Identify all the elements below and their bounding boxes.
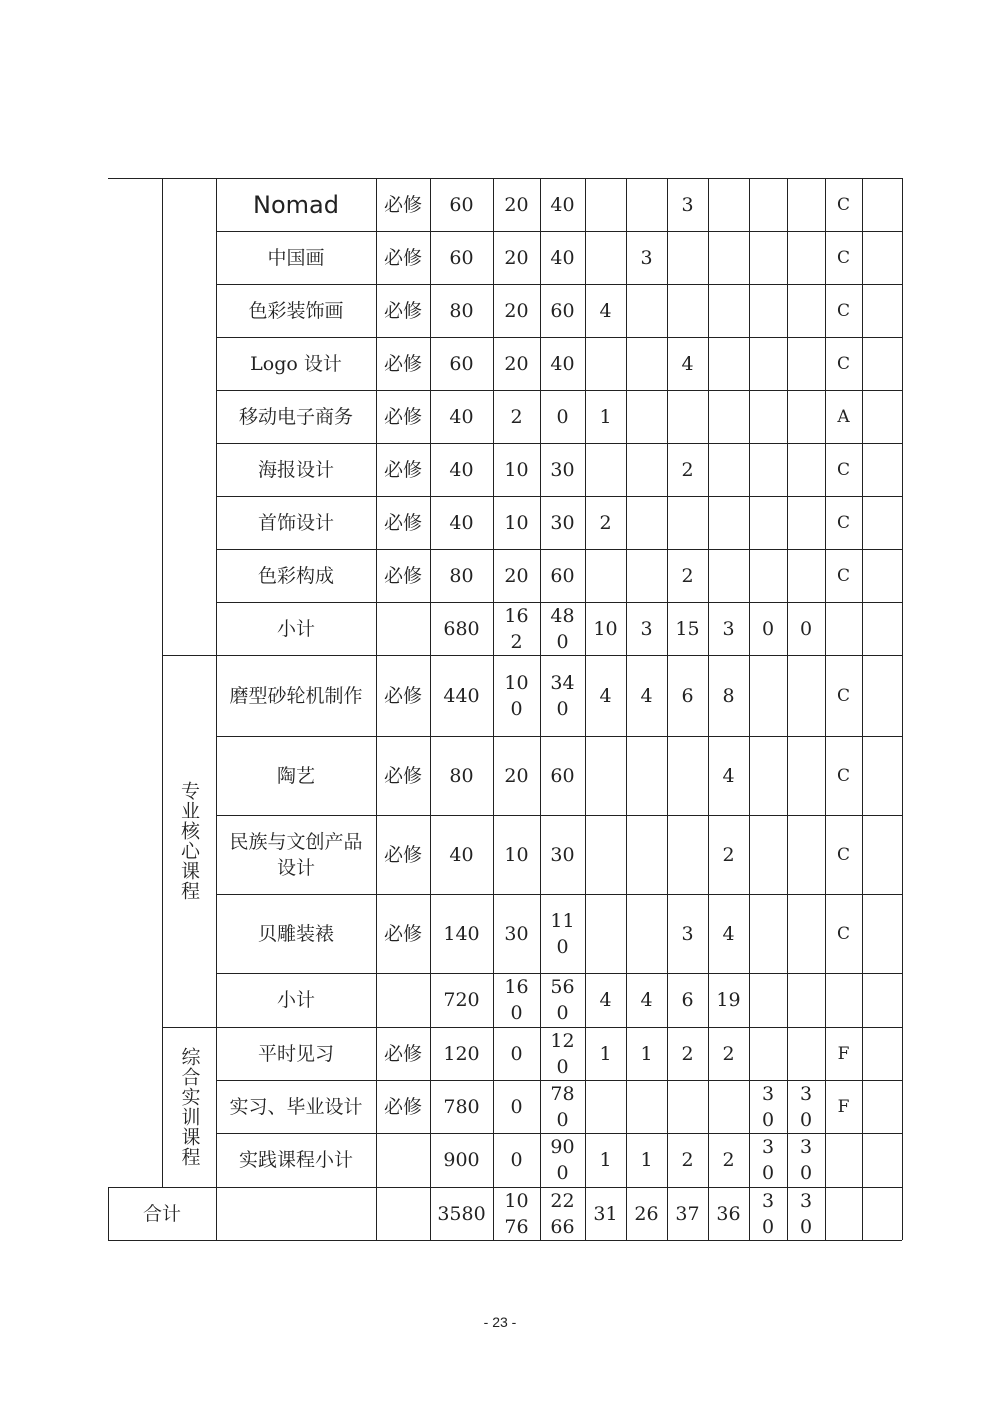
cell-practice-hours: 340 (550, 671, 575, 720)
cell-sem3: 2 (681, 1042, 694, 1065)
cell-course-name: 陶艺 (276, 764, 315, 787)
cell-sem3: 4 (681, 352, 694, 375)
cell-sem5: 30 (761, 1082, 775, 1131)
cell-sem1 (585, 443, 626, 496)
cell-total-hours: 720 (443, 989, 480, 1011)
cell-sem3 (667, 815, 708, 894)
cell-course-type (376, 973, 430, 1027)
cell-practice-hours: 40 (550, 352, 575, 375)
cell-theory-hours: 10 (504, 843, 529, 866)
cell-sem4: 8 (722, 684, 735, 707)
cell-total-hours: 680 (443, 617, 480, 640)
cell-assessment: C (836, 844, 850, 865)
cell-sem2 (626, 1080, 667, 1133)
cell-practice-hours: 0 (556, 405, 569, 428)
cell-total-hours: 80 (449, 764, 474, 787)
cell-sem4 (708, 1080, 749, 1133)
cell-sem3 (667, 496, 708, 549)
cell-practice-hours: 780 (550, 1082, 575, 1131)
cell-sem4: 2 (722, 1042, 735, 1065)
cell-sem4 (708, 178, 749, 231)
cell-sem6 (787, 337, 825, 390)
cell-remark (862, 496, 902, 549)
cell-remark (862, 178, 902, 231)
cell-sem6 (787, 973, 825, 1027)
cell-course-name: 色彩装饰画 (248, 299, 344, 322)
cell-sem1 (585, 894, 626, 973)
cell-practice-hours: 60 (550, 299, 575, 322)
cell-sem1: 1 (599, 1042, 612, 1065)
cell-sem2: 3 (640, 246, 653, 269)
cell-sem1 (585, 337, 626, 390)
cell-sem5: 0 (761, 617, 775, 640)
cell-total-hours: 780 (443, 1095, 480, 1118)
cell-total-hours: 120 (443, 1042, 480, 1065)
cell-sem5 (749, 231, 787, 284)
cell-assessment: C (836, 459, 850, 480)
cell-course-type: 必修 (384, 246, 423, 269)
cell-practice-hours: 120 (550, 1029, 575, 1078)
cell-theory-hours: 0 (510, 1095, 523, 1118)
cell-sem3: 2 (681, 1149, 694, 1171)
cell-theory-hours: 0 (510, 1042, 523, 1065)
cell-course-name: 首饰设计 (257, 511, 334, 534)
cell-sem1: 10 (593, 617, 618, 640)
cell-remark (862, 549, 902, 602)
cell-sem4 (708, 390, 749, 443)
cell-practice-hours: 60 (550, 564, 575, 587)
col-divider (902, 178, 903, 1240)
cell-theory-hours: 162 (504, 604, 529, 653)
cell-course-type: 必修 (384, 511, 423, 534)
cell-theory-hours: 20 (504, 352, 529, 375)
total-s4: 36 (716, 1202, 741, 1225)
cell-practice-hours: 560 (550, 976, 575, 1024)
cell-remark (862, 736, 902, 815)
cell-course-type: 必修 (384, 299, 423, 322)
cell-course-type (376, 1133, 430, 1187)
cell-sem1 (585, 1080, 626, 1133)
cell-theory-hours: 20 (504, 564, 529, 587)
cell-sem1 (585, 231, 626, 284)
cell-sem6: 30 (799, 1136, 813, 1184)
cell-assessment: F (837, 1043, 850, 1064)
cell-assessment (825, 973, 862, 1027)
cell-sem5 (749, 549, 787, 602)
cell-assessment: C (836, 353, 850, 374)
cell-sem3 (667, 736, 708, 815)
cell-course-name: 小计 (276, 989, 315, 1011)
cell-course-type: 必修 (384, 1095, 423, 1118)
cell-sem6 (787, 815, 825, 894)
cell-sem1 (585, 549, 626, 602)
cell-course-name: 色彩构成 (257, 564, 334, 587)
cell-sem5: 30 (761, 1136, 775, 1184)
cell-theory-hours: 10 (504, 511, 529, 534)
total-total: 3580 (437, 1202, 486, 1225)
cell-sem1 (585, 736, 626, 815)
total-s1: 31 (593, 1202, 618, 1225)
cell-practice-hours: 30 (550, 843, 575, 866)
cell-remark (862, 1027, 902, 1080)
cell-sem6: 0 (799, 617, 813, 640)
cell-sem6 (787, 443, 825, 496)
cell-sem1: 4 (599, 989, 612, 1011)
cell-course-type: 必修 (384, 922, 423, 945)
cell-sem1 (585, 178, 626, 231)
cell-remark (862, 443, 902, 496)
cell-sem4: 4 (722, 764, 735, 787)
cell-assessment: C (836, 923, 850, 944)
cell-course-name: Logo 设计 (250, 352, 342, 375)
cell-sem2: 3 (640, 617, 653, 640)
cell-sem2 (626, 815, 667, 894)
cell-sem3: 2 (681, 458, 694, 481)
cell-sem4 (708, 284, 749, 337)
cell-total-hours: 440 (443, 684, 480, 707)
cell-sem5 (749, 337, 787, 390)
cell-sem2: 4 (640, 684, 653, 707)
cell-sem5 (749, 655, 787, 736)
cell-remark (862, 231, 902, 284)
cell-course-type (376, 602, 430, 655)
cell-sem5 (749, 815, 787, 894)
cell-sem5 (749, 1027, 787, 1080)
cell-practice-hours: 30 (550, 511, 575, 534)
total-empty-type (376, 1187, 430, 1240)
total-s5: 30 (761, 1189, 775, 1238)
section-label-core: 专业核心课程 (178, 781, 200, 901)
cell-theory-hours: 10 (504, 458, 529, 481)
cell-total-hours: 60 (449, 352, 474, 375)
cell-theory-hours: 20 (504, 299, 529, 322)
cell-theory-hours: 100 (504, 671, 529, 720)
cell-course-type: 必修 (384, 764, 423, 787)
cell-sem4: 2 (722, 1149, 735, 1171)
cell-sem6 (787, 178, 825, 231)
cell-total-hours: 80 (449, 564, 474, 587)
cell-sem1 (585, 815, 626, 894)
cell-assessment: C (836, 512, 850, 533)
cell-remark (862, 284, 902, 337)
cell-theory-hours: 20 (504, 764, 529, 787)
cell-total-hours: 80 (449, 299, 474, 322)
cell-total-hours: 40 (449, 405, 474, 428)
cell-sem4: 19 (716, 989, 741, 1011)
cell-sem3 (667, 1080, 708, 1133)
cell-course-name: 移动电子商务 (238, 405, 353, 428)
cell-practice-hours: 30 (550, 458, 575, 481)
cell-course-name: 中国画 (267, 246, 325, 269)
cell-sem2 (626, 894, 667, 973)
cell-sem1: 1 (599, 405, 612, 428)
cell-assessment: C (836, 765, 850, 786)
table-bottom-border (108, 1240, 902, 1241)
cell-theory-hours: 30 (504, 922, 529, 945)
cell-sem5 (749, 736, 787, 815)
cell-sem2 (626, 443, 667, 496)
total-s6: 30 (799, 1189, 813, 1238)
cell-sem4: 4 (722, 922, 735, 945)
cell-sem6 (787, 736, 825, 815)
cell-course-name: 实习、毕业设计 (229, 1095, 363, 1118)
cell-sem3: 6 (681, 989, 694, 1011)
cell-sem6 (787, 496, 825, 549)
cell-sem6 (787, 549, 825, 602)
cell-assessment (825, 602, 862, 655)
cell-total-hours: 40 (449, 511, 474, 534)
cell-sem6 (787, 390, 825, 443)
cell-sem2: 1 (640, 1042, 653, 1065)
cell-sem5 (749, 973, 787, 1027)
cell-practice-hours: 40 (550, 246, 575, 269)
cell-remark (862, 973, 902, 1027)
cell-theory-hours: 2 (510, 405, 523, 428)
cell-sem4 (708, 496, 749, 549)
cell-theory-hours: 0 (510, 1149, 523, 1171)
cell-sem6: 30 (799, 1082, 813, 1131)
cell-sem3: 3 (681, 922, 694, 945)
cell-assessment: C (836, 565, 850, 586)
cell-course-name: 海报设计 (257, 458, 334, 481)
cell-remark (862, 894, 902, 973)
cell-sem5 (749, 284, 787, 337)
cell-remark (862, 602, 902, 655)
cell-course-type: 必修 (384, 458, 423, 481)
cell-course-name: 平时见习 (257, 1042, 334, 1065)
cell-sem6 (787, 284, 825, 337)
cell-sem2 (626, 549, 667, 602)
cell-assessment: A (837, 406, 850, 427)
cell-total-hours: 40 (449, 458, 474, 481)
cell-sem6 (787, 655, 825, 736)
cell-remark (862, 655, 902, 736)
cell-sem5 (749, 443, 787, 496)
cell-sem3: 6 (681, 684, 694, 707)
cell-sem2 (626, 736, 667, 815)
cell-course-name: 实践课程小计 (238, 1149, 353, 1171)
cell-theory-hours: 20 (504, 193, 529, 216)
cell-sem4 (708, 549, 749, 602)
cell-sem4 (708, 443, 749, 496)
cell-sem3 (667, 231, 708, 284)
cell-sem2 (626, 178, 667, 231)
cell-practice-hours: 480 (550, 604, 575, 653)
cell-course-type: 必修 (384, 564, 423, 587)
cell-sem3: 2 (681, 564, 694, 587)
cell-course-type: 必修 (384, 1042, 423, 1065)
cell-assessment: C (836, 247, 850, 268)
total-practice: 2266 (550, 1189, 575, 1238)
cell-sem6 (787, 894, 825, 973)
total-empty-assess (825, 1187, 862, 1240)
total-label: 合计 (142, 1202, 181, 1225)
cell-assessment: F (837, 1096, 850, 1117)
cell-remark (862, 1133, 902, 1187)
cell-total-hours: 60 (449, 246, 474, 269)
cell-remark (862, 1080, 902, 1133)
cell-practice-hours: 110 (550, 909, 575, 958)
cell-sem4: 3 (722, 617, 735, 640)
cell-sem2: 4 (640, 989, 653, 1011)
cell-sem3: 3 (681, 193, 694, 216)
cell-total-hours: 40 (449, 843, 474, 866)
cell-sem5 (749, 390, 787, 443)
cell-sem4: 2 (722, 843, 735, 866)
cell-remark (862, 337, 902, 390)
cell-course-name: 贝雕装裱 (257, 922, 334, 945)
cell-course-type: 必修 (384, 352, 423, 375)
cell-sem6 (787, 1027, 825, 1080)
section-label-practice: 综合实训课程 (178, 1047, 201, 1167)
cell-course-name: 小计 (276, 617, 315, 640)
cell-total-hours: 900 (443, 1149, 480, 1171)
cell-remark (862, 390, 902, 443)
cell-sem1: 4 (599, 299, 612, 322)
page-number: - 23 - (483, 1314, 517, 1330)
cell-sem5 (749, 894, 787, 973)
cell-sem1: 2 (599, 511, 612, 534)
cell-theory-hours: 160 (504, 976, 529, 1024)
cell-assessment: C (836, 300, 850, 321)
cell-assessment: C (836, 194, 850, 215)
total-empty-note (862, 1187, 902, 1240)
cell-theory-hours: 20 (504, 246, 529, 269)
total-s2: 26 (634, 1202, 659, 1225)
cell-sem2: 1 (640, 1149, 653, 1171)
cell-practice-hours: 900 (550, 1136, 575, 1184)
cell-practice-hours: 60 (550, 764, 575, 787)
cell-assessment (825, 1133, 862, 1187)
cell-sem5 (749, 496, 787, 549)
cell-sem5 (749, 178, 787, 231)
cell-sem2 (626, 390, 667, 443)
cell-assessment: C (836, 685, 850, 706)
cell-total-hours: 60 (449, 193, 474, 216)
cell-course-type: 必修 (384, 193, 423, 216)
cell-sem4 (708, 231, 749, 284)
cell-practice-hours: 40 (550, 193, 575, 216)
cell-sem3: 15 (675, 617, 700, 640)
cell-course-type: 必修 (384, 684, 423, 707)
total-theory: 1076 (504, 1189, 529, 1238)
total-s3: 37 (675, 1202, 700, 1225)
cell-sem1: 4 (599, 684, 612, 707)
cell-course-name: Nomad (253, 190, 339, 219)
cell-sem4 (708, 337, 749, 390)
cell-course-type: 必修 (384, 405, 423, 428)
cell-sem3 (667, 284, 708, 337)
cell-sem6 (787, 231, 825, 284)
cell-total-hours: 140 (443, 922, 480, 945)
cell-sem1: 1 (599, 1149, 612, 1171)
cell-course-name: 民族与文创产品设计 (229, 830, 363, 879)
cell-course-name: 磨型砂轮机制作 (229, 684, 363, 707)
cell-sem3 (667, 390, 708, 443)
cell-sem2 (626, 496, 667, 549)
cell-course-type: 必修 (384, 843, 423, 866)
total-empty-name (216, 1187, 376, 1240)
cell-sem2 (626, 337, 667, 390)
cell-sem2 (626, 284, 667, 337)
cell-remark (862, 815, 902, 894)
